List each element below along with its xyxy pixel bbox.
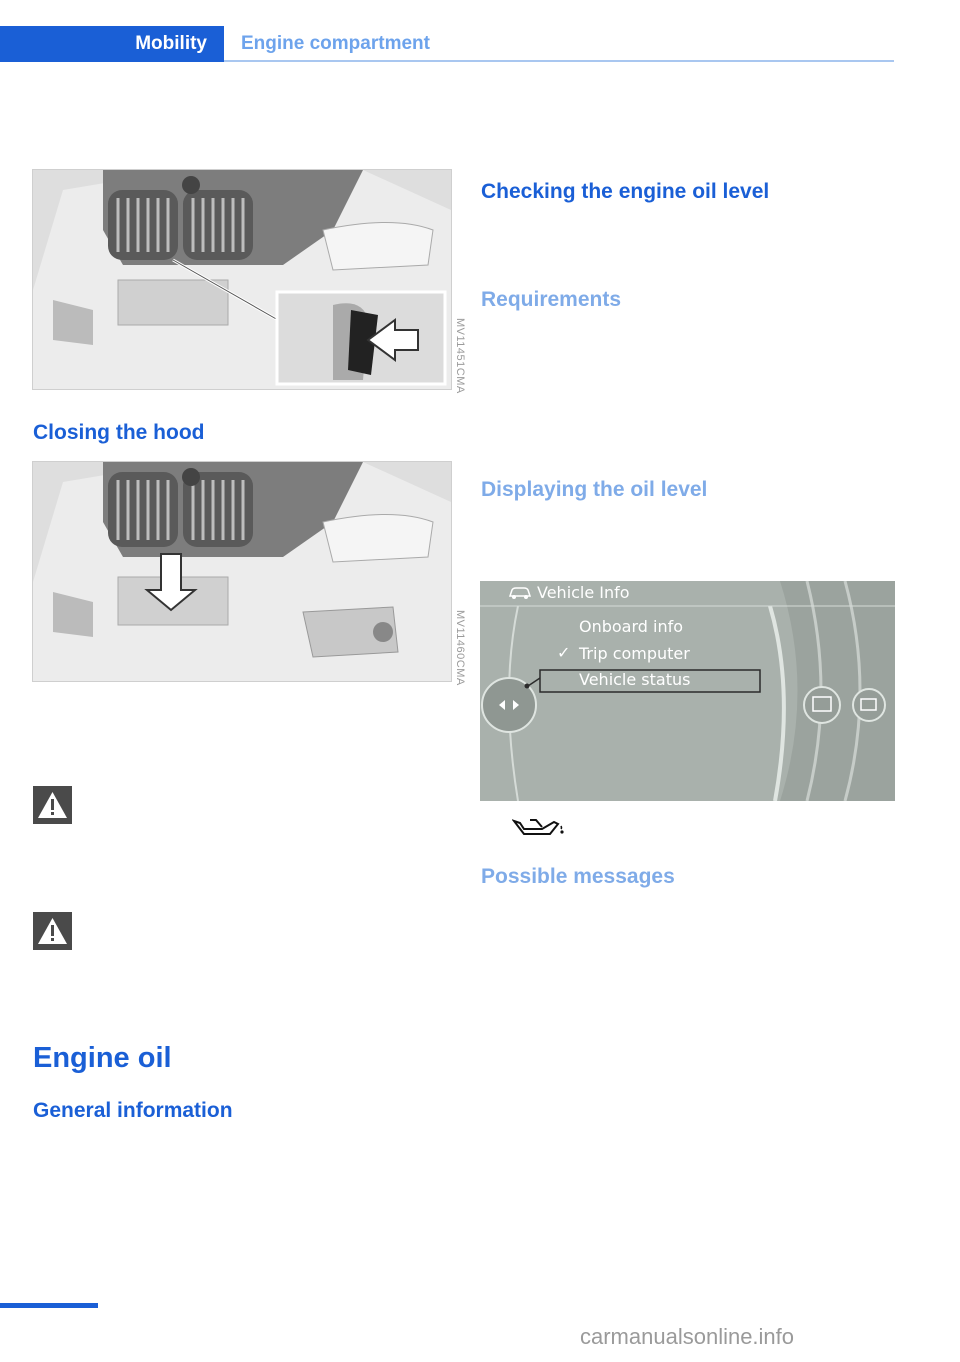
heading-engine-oil: Engine oil	[33, 1042, 172, 1074]
chapter-tab[interactable]: Mobility	[0, 26, 224, 62]
checkmark-icon: ✓	[557, 643, 571, 662]
screen-title: Vehicle Info	[537, 583, 630, 602]
heading-requirements: Requirements	[481, 288, 622, 311]
warning-triangle-icon	[33, 912, 72, 950]
car-icon	[508, 585, 532, 605]
menu-item-trip-computer[interactable]: Trip computer	[579, 644, 690, 663]
menu-item-vehicle-status[interactable]: Vehicle status	[579, 670, 691, 689]
heading-closing-hood: Closing the hood	[33, 421, 205, 444]
heading-general-information: General information	[33, 1099, 233, 1122]
header-divider	[224, 60, 894, 62]
heading-displaying-oil: Displaying the oil level	[481, 478, 708, 501]
figure-code: MV11460CMA	[454, 610, 466, 686]
section-title[interactable]: Engine compartment	[241, 33, 430, 54]
menu-item-onboard-info[interactable]: Onboard info	[579, 617, 684, 636]
oil-can-icon	[512, 815, 566, 842]
vehicle-info-screen	[480, 581, 895, 801]
heading-checking-oil: Checking the engine oil level	[481, 180, 770, 203]
figure-code: MV11451CMA	[454, 318, 466, 394]
hood-release-figure	[32, 169, 452, 390]
closing-hood-figure	[32, 461, 452, 682]
footer-page-bar	[0, 1303, 98, 1308]
heading-possible-messages: Possible messages	[481, 865, 675, 888]
warning-triangle-icon	[33, 786, 72, 824]
watermark: carmanualsonline.info	[580, 1324, 795, 1349]
